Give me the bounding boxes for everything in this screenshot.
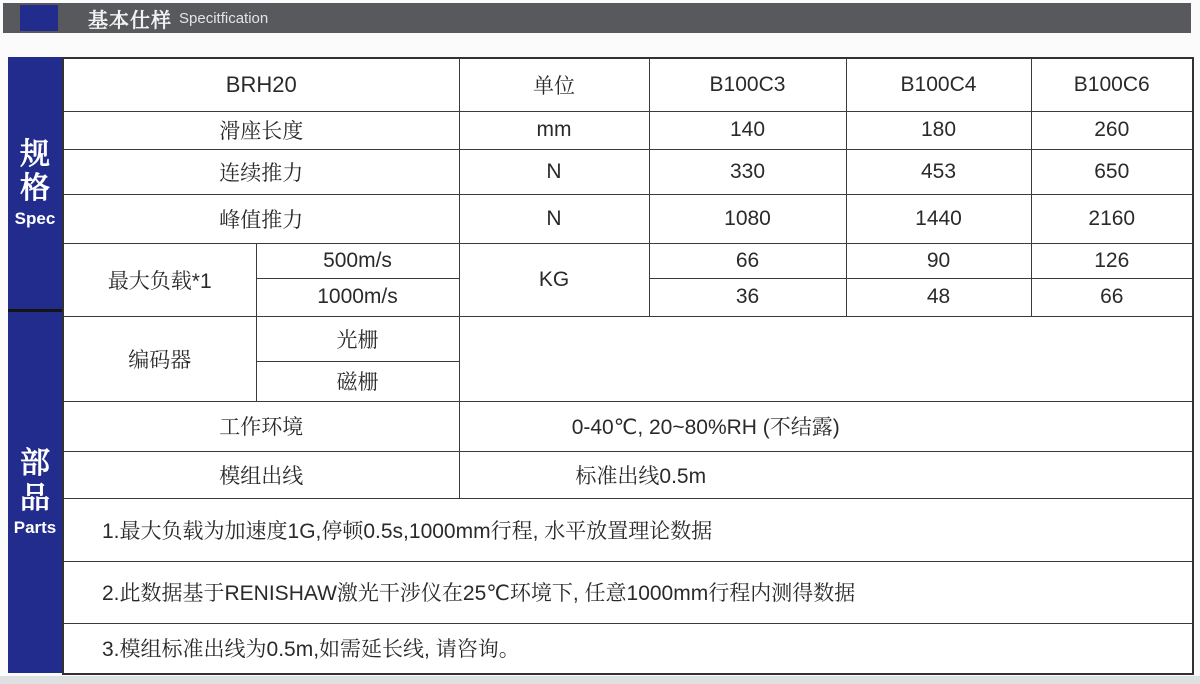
value-cell: 1080 <box>649 194 846 243</box>
table-note-row-2 <box>63 561 1193 623</box>
note-text-2: 2.此数据基于RENISHAW激光干涉仪在25℃环境下, 任意1000mm行程内测得数据 <box>63 561 1193 623</box>
page-subtitle: Specitfication <box>179 9 269 27</box>
note-text-1: 1.最大负载为加速度1G,停顿0.5s,1000mm行程, 水平放置理论数据 <box>63 498 1193 561</box>
sidebar-label-spec-en: Spec <box>14 208 56 228</box>
unit-cell: N <box>459 194 649 243</box>
row-label: 编码器 <box>63 316 256 401</box>
sub-row-label: 光栅 <box>256 316 459 361</box>
table-row-continuous-force <box>63 149 1193 194</box>
page-title: 基本仕样 <box>88 9 172 32</box>
unit-header-cell: 单位 <box>459 58 649 111</box>
unit-cell: N <box>459 149 649 194</box>
value-cell: 453 <box>846 149 1031 194</box>
value-cell: 66 <box>1031 278 1193 316</box>
note-text-3: 3.模组标准出线为0.5m,如需延长线, 请咨询。 <box>63 623 1193 674</box>
spec-table <box>62 57 1194 675</box>
value-cell: 126 <box>1031 243 1193 278</box>
table-row-module-cable <box>63 451 1193 498</box>
value-cell: 66 <box>649 243 846 278</box>
value-cell: 140 <box>649 111 846 149</box>
sidebar-label-parts-zh: 部品 <box>20 447 50 515</box>
value-cell: 2160 <box>1031 194 1193 243</box>
table-note-row-3 <box>63 623 1193 674</box>
sidebar-section-parts <box>8 312 62 673</box>
model-name-cell: BRH20 <box>63 58 459 111</box>
row-label: 最大负载*1 <box>63 243 256 316</box>
column-header-b100c3: B100C3 <box>649 58 846 111</box>
row-label: 连续推力 <box>63 149 459 194</box>
value-cell: 0-40℃, 20~80%RH (不结露) <box>459 401 1193 451</box>
table-row-operating-environment <box>63 401 1193 451</box>
table-row-max-load-500 <box>63 243 1193 278</box>
sidebar-section-spec <box>8 57 62 309</box>
sidebar-label-parts-en: Parts <box>13 518 57 537</box>
table-row-encoder-optical <box>63 316 1193 361</box>
column-header-b100c4: B100C4 <box>846 58 1031 111</box>
column-header-b100c6: B100C6 <box>1031 58 1193 111</box>
page-bottom-edge <box>0 676 1200 684</box>
row-label: 模组出线 <box>63 451 459 498</box>
unit-cell: KG <box>459 243 649 316</box>
value-cell: 90 <box>846 243 1031 278</box>
sub-row-label: 1000m/s <box>256 278 459 316</box>
row-label: 峰值推力 <box>63 194 459 243</box>
section-sidebar <box>8 57 62 673</box>
value-cell: 650 <box>1031 149 1193 194</box>
table-header-row <box>63 58 1193 111</box>
value-cell: 1440 <box>846 194 1031 243</box>
header-bar <box>3 3 1191 33</box>
brand-accent-block <box>20 5 58 31</box>
unit-cell: mm <box>459 111 649 149</box>
sidebar-label-spec-zh: 规格 <box>20 137 50 205</box>
sub-row-label: 500m/s <box>256 243 459 278</box>
table-row-peak-force <box>63 194 1193 243</box>
value-cell: 330 <box>649 149 846 194</box>
row-label: 滑座长度 <box>63 111 459 149</box>
value-cell: 36 <box>649 278 846 316</box>
table-row-slider-length <box>63 111 1193 149</box>
row-label: 工作环境 <box>63 401 459 451</box>
table-note-row-1 <box>63 498 1193 561</box>
value-cell: 48 <box>846 278 1031 316</box>
sub-row-label: 磁栅 <box>256 361 459 401</box>
value-cell: 180 <box>846 111 1031 149</box>
value-cell: 标准出线0.5m <box>459 451 1193 498</box>
value-cell: 260 <box>1031 111 1193 149</box>
encoder-merged-empty-cell <box>459 316 1193 401</box>
